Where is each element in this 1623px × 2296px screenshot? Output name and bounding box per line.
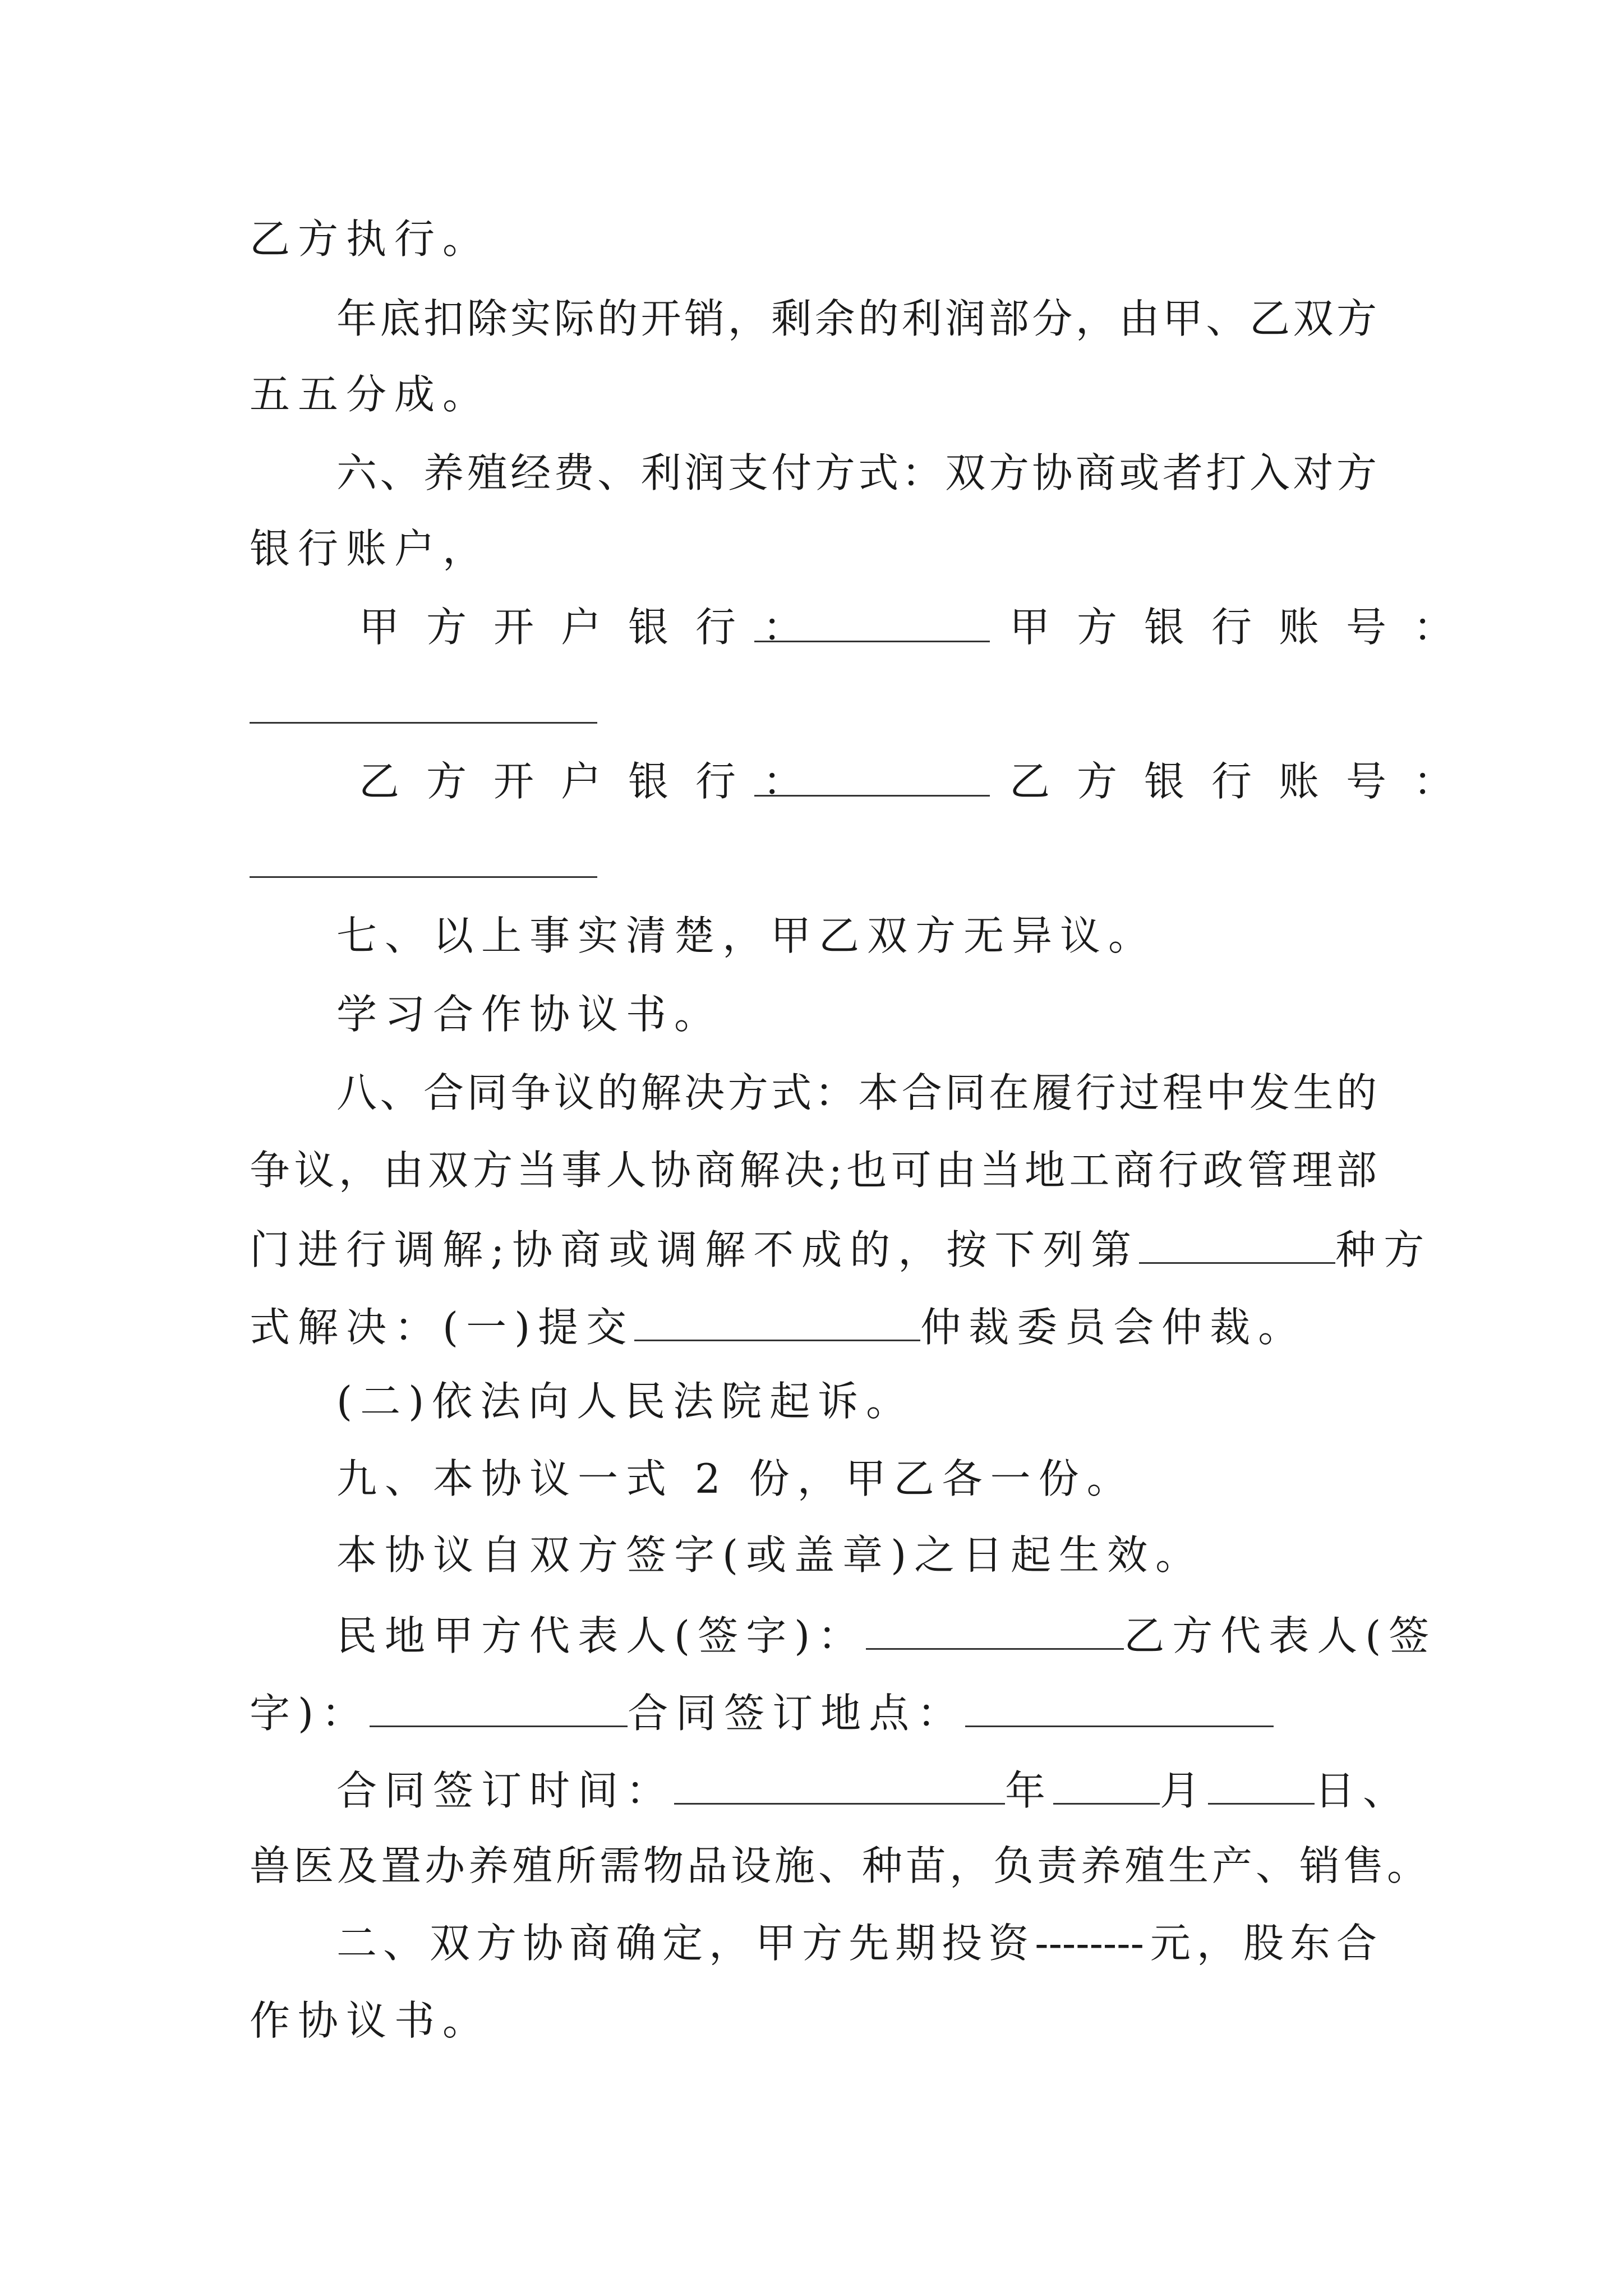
paragraph-line: 二、双方协商确定，甲方先期投资--------元，股东合 xyxy=(336,1920,1377,1967)
bank-a-account-blank xyxy=(250,722,597,724)
text-fragment: 月 xyxy=(1160,1767,1209,1814)
party-b-signature-blank xyxy=(370,1691,628,1727)
text-fragment: 仲裁委员会仲裁。 xyxy=(920,1304,1307,1351)
party-a-signature-blank xyxy=(866,1613,1124,1650)
bank-a-blank xyxy=(754,641,990,642)
paragraph-line: 七、以上事实清楚，甲乙双方无异议。 xyxy=(336,912,1157,959)
text-fragment: 民地甲方代表人(签字)： xyxy=(336,1612,866,1659)
text-fragment: 日、 xyxy=(1315,1767,1412,1814)
bank-b-account-label: 乙方银行账号： xyxy=(1009,758,1481,805)
signing-place-blank xyxy=(965,1691,1274,1727)
text-fragment: 门进行调解;协商或调解不成的，按下列第 xyxy=(250,1226,1140,1273)
paragraph-line xyxy=(250,1690,1377,1737)
paragraph-line: 作协议书。 xyxy=(250,1997,491,2044)
paragraph-line: 乙方执行。 xyxy=(250,215,491,263)
bank-a-account-label: 甲方银行账号： xyxy=(1009,604,1481,651)
text-fragment: 乙方代表人(签 xyxy=(1124,1612,1437,1659)
paragraph-line: 争议，由双方当事人协商解决;也可由当地工商行政管理部 xyxy=(250,1147,1377,1194)
paragraph-line xyxy=(250,1304,1377,1351)
paragraph-line: 六、养殖经费、利润支付方式：双方协商或者打入对方 xyxy=(336,449,1377,496)
choice-blank xyxy=(1139,1227,1335,1264)
bank-b-account-blank xyxy=(250,876,597,878)
paragraph-line xyxy=(250,1226,1432,1273)
paragraph-line: (二)依法向人民法院起诉。 xyxy=(336,1378,915,1425)
bank-b-blank xyxy=(754,795,990,797)
paragraph-line: 兽医及置办养殖所需物品设施、种苗，负责养殖生产、销售。 xyxy=(250,1842,1431,1889)
arbitration-blank xyxy=(634,1305,920,1341)
paragraph-line: 年底扣除实际的开销，剩余的利润部分，由甲、乙双方 xyxy=(336,295,1377,342)
paragraph-line: 银行账户， xyxy=(250,525,491,572)
paragraph-line: 九、本协议一式 2 份，甲乙各一份。 xyxy=(336,1455,1135,1502)
paragraph-line xyxy=(336,1612,1437,1659)
paragraph-line: 学习合作协议书。 xyxy=(336,991,723,1038)
bank-a-label: 甲方开户银行： xyxy=(359,604,831,651)
text-fragment: 年 xyxy=(1005,1767,1054,1814)
bank-b-label: 乙方开户银行： xyxy=(359,758,831,805)
month-blank xyxy=(1053,1768,1160,1805)
text-fragment: 合同签订地点： xyxy=(628,1690,966,1737)
paragraph-line: 本协议自双方签字(或盖章)之日起生效。 xyxy=(336,1531,1204,1579)
day-blank xyxy=(1208,1768,1315,1805)
text-fragment: 合同签订时间： xyxy=(336,1767,675,1814)
text-fragment: 式解决：(一)提交 xyxy=(250,1304,635,1351)
year-blank xyxy=(674,1768,1005,1805)
paragraph-line: 八、合同争议的解决方式：本合同在履行过程中发生的 xyxy=(336,1069,1377,1116)
paragraph-line: 五五分成。 xyxy=(250,371,491,418)
text-fragment: 种方 xyxy=(1335,1226,1432,1273)
paragraph-line xyxy=(336,1767,1412,1814)
text-fragment: 字)： xyxy=(250,1690,370,1737)
